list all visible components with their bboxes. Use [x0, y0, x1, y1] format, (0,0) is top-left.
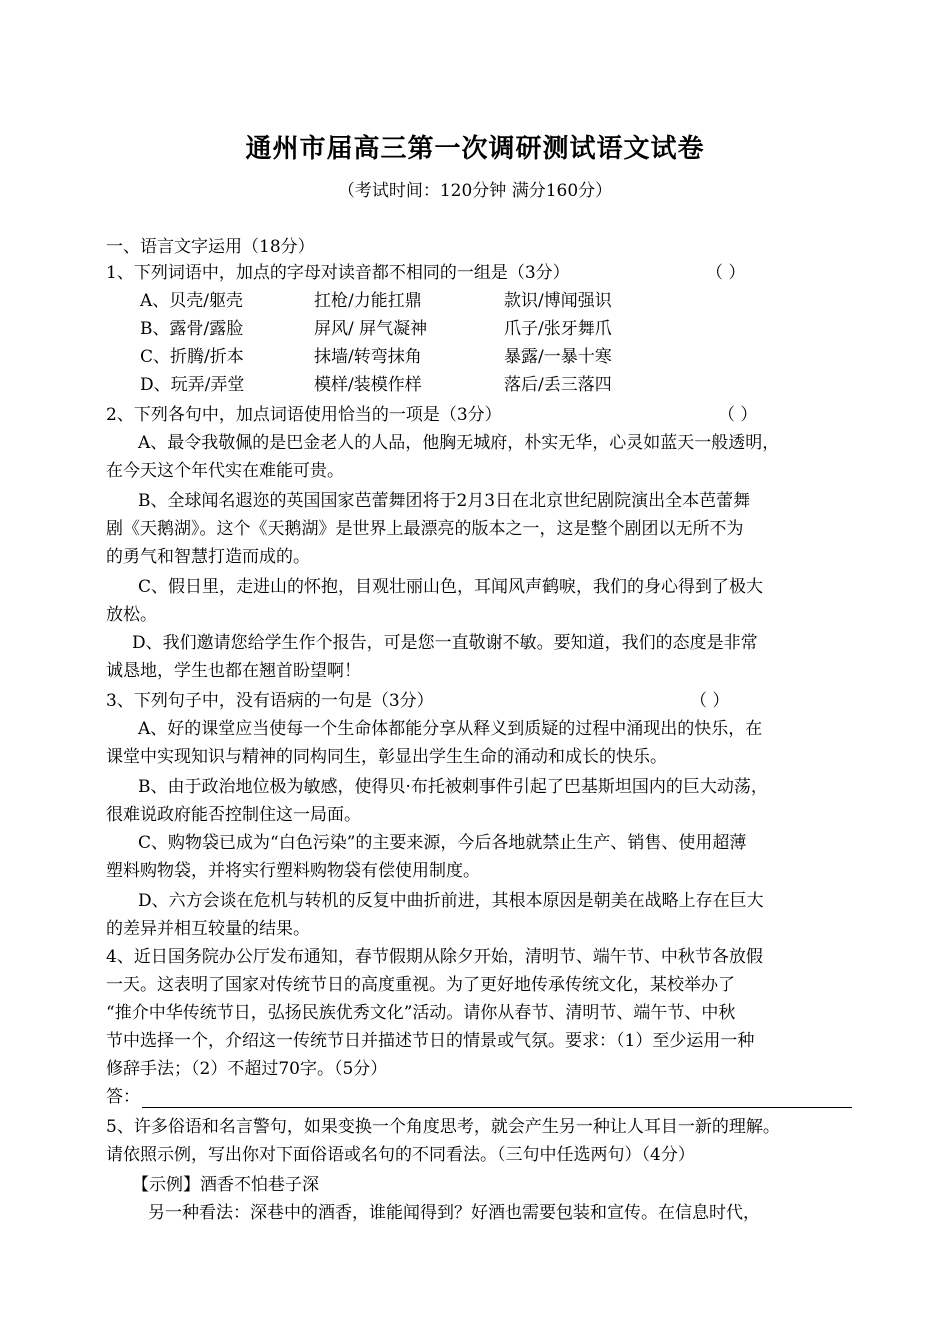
question-4-text: 4、近日国务院办公厅发布通知，春节假期从除夕开始，清明节、端午节、中秋节各放假	[106, 947, 763, 967]
option-cell: 扛枪/力能扛鼎	[314, 291, 422, 311]
option-cell: 暴露/一暴十寒	[504, 347, 612, 367]
option-b-text: 剧《天鹅湖》。这个《天鹅湖》是世界上最漂亮的版本之一，这是整个剧团以无所不为	[106, 519, 744, 539]
option-b-text: 的勇气和智慧打造而成的。	[106, 547, 310, 567]
answer-label: 答：	[106, 1087, 140, 1107]
option-d-text: 的差异并相互较量的结果。	[106, 919, 310, 939]
example-label: 【示例】酒香不怕巷子深	[132, 1175, 319, 1195]
example-text: 另一种看法：深巷中的酒香，谁能闻得到？好酒也需要包装和宣传。在信息时代，	[148, 1203, 760, 1223]
option-a-text: A、最令我敬佩的是巴金老人的人品，他胸无城府，朴实无华，心灵如蓝天一般透明，	[138, 433, 780, 453]
option-cell: C、折腾/折本	[140, 347, 244, 367]
question-4-text: 节中选择一个，介绍这一传统节日并描述节日的情景或气氛。要求：（1）至少运用一种	[106, 1031, 755, 1051]
option-cell: A、贝壳/躯壳	[140, 291, 244, 311]
section-heading: 一、语言文字运用（18分）	[106, 237, 315, 257]
question-4-text: “推介中华传统节日，弘扬民族优秀文化”活动。请你从春节、清明节、端午节、中秋	[106, 1003, 736, 1023]
option-c-text: 放松。	[106, 605, 157, 625]
option-cell: B、露骨/露脸	[140, 319, 244, 339]
question-2-stem: 2、下列各句中，加点词语使用恰当的一项是（3分）	[106, 405, 502, 425]
option-d-text: D、我们邀请您给学生作个报告，可是您一直敬谢不敏。要知道，我们的态度是非常	[132, 633, 758, 653]
option-c-text: 塑料购物袋，并将实行塑料购物袋有偿使用制度。	[106, 861, 480, 881]
answer-bracket: （ ）	[718, 405, 758, 425]
answer-blank[interactable]	[142, 1091, 852, 1108]
option-cell: 屏风/ 屏气凝神	[314, 319, 428, 339]
option-cell: 模样/装模作样	[314, 375, 422, 395]
option-a-text: 在今天这个年代实在难能可贵。	[106, 461, 344, 481]
option-cell: 落后/丢三落四	[504, 375, 612, 395]
option-b-text: B、全球闻名遐迩的英国国家芭蕾舞团将于2月3日在北京世纪剧院演出全本芭蕾舞	[138, 491, 751, 511]
page-subtitle: （考试时间：120分钟 满分160分）	[337, 181, 613, 201]
option-b-text: 很难说政府能否控制住这一局面。	[106, 805, 361, 825]
option-b-text: B、由于政治地位极为敏感，使得贝·布托被刺事件引起了巴基斯坦国内的巨大动荡，	[138, 777, 768, 797]
question-3-stem: 3、下列句子中，没有语病的一句是（3分）	[106, 691, 434, 711]
option-d-text: D、六方会谈在危机与转机的反复中曲折前进，其根本原因是朝美在战略上存在巨大	[138, 891, 764, 911]
question-5-text: 请依照示例，写出你对下面俗语或名句的不同看法。（三句中任选两句）（4分）	[106, 1145, 695, 1165]
answer-bracket: （ ）	[706, 263, 746, 283]
option-d-text: 诚恳地，学生也都在翘首盼望啊！	[106, 661, 361, 681]
option-a-text: 课堂中实现知识与精神的同构同生，彰显出学生生命的涌动和成长的快乐。	[106, 747, 667, 767]
page-title: 通州市届高三第一次调研测试语文试卷	[245, 134, 705, 164]
question-5-text: 5、许多俗语和名言警句，如果变换一个角度思考，就会产生另一种让人耳目一新的理解。	[106, 1117, 780, 1137]
option-cell: 爪子/张牙舞爪	[504, 319, 612, 339]
option-c-text: C、假日里，走进山的怀抱，目观壮丽山色，耳闻风声鹤唳，我们的身心得到了极大	[138, 577, 764, 597]
option-a-text: A、好的课堂应当使每一个生命体都能分享从释义到质疑的过程中涌现出的快乐，在	[138, 719, 763, 739]
answer-bracket: （ ）	[690, 691, 730, 711]
answer-line[interactable]	[106, 1086, 852, 1108]
question-4-text: 一天。这表明了国家对传统节日的高度重视。为了更好地传承传统文化，某校举办了	[106, 975, 735, 995]
option-cell: 款识/博闻强识	[504, 291, 612, 311]
question-4-text: 修辞手法；（2）不超过70字。（5分）	[106, 1059, 388, 1079]
option-cell: 抹墙/转弯抹角	[314, 347, 422, 367]
option-c-text: C、购物袋已成为“白色污染”的主要来源，今后各地就禁止生产、销售、使用超薄	[138, 833, 747, 853]
question-1-stem: 1、下列词语中，加点的字母对读音都不相同的一组是（3分）	[106, 263, 570, 283]
option-cell: D、玩弄/弄堂	[140, 375, 245, 395]
